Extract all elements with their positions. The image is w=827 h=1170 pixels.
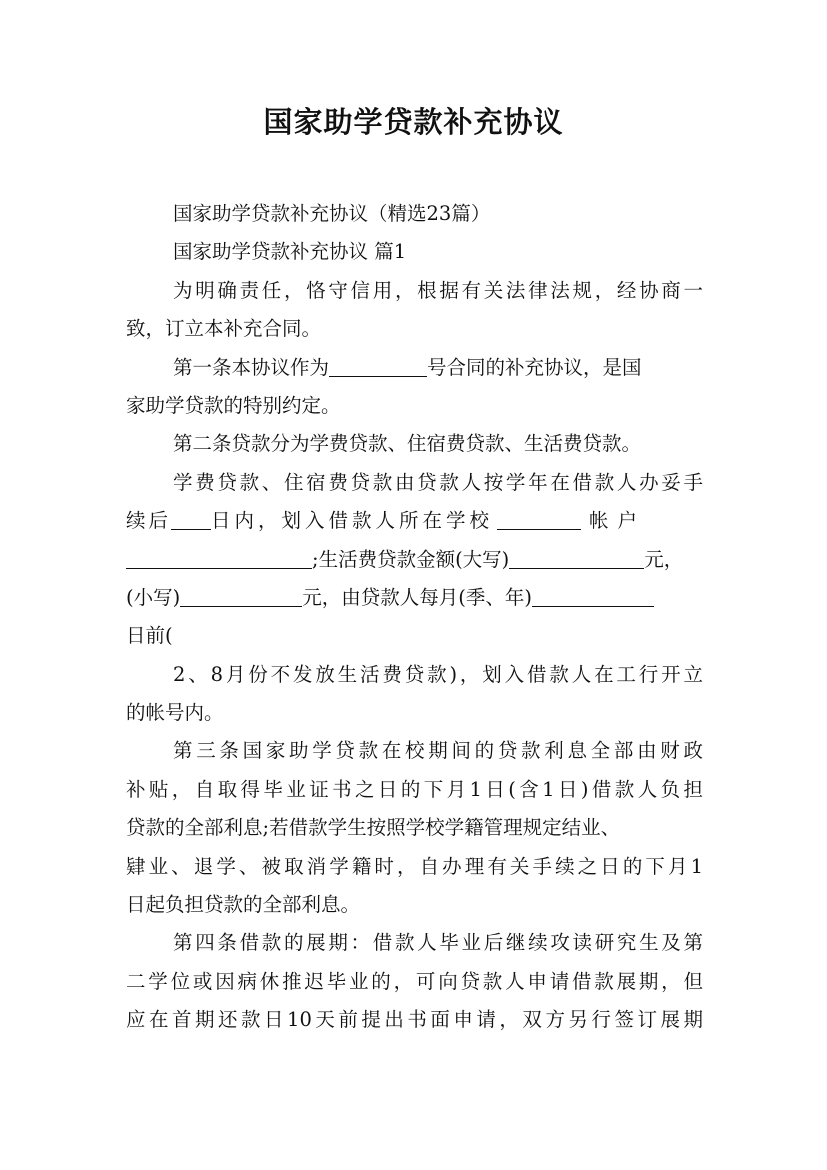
clause-text: 号合同的补充协议，是国	[427, 355, 642, 379]
paragraph-line: 二学位或因病休推迟毕业的，可向贷款人申请借款展期，但	[126, 969, 703, 993]
paragraph-line	[126, 502, 703, 540]
paragraph-line: 2、8月份不发放生活费贷款)，划入借款人在工行开立	[173, 662, 703, 686]
paragraph-line: 应在首期还款日10天前提出书面申请，双方另行签订展期	[126, 1008, 703, 1032]
blank-school	[497, 509, 581, 530]
paragraph-line: 补贴，自取得毕业证书之日的下月1日(含1日)借款人负担	[126, 777, 703, 801]
paragraph-line: 日前(	[126, 624, 173, 648]
paragraph-line	[126, 541, 703, 579]
paragraph-line: 日起负担贷款的全部利息。	[126, 893, 361, 917]
document-body	[126, 195, 703, 1040]
blank-period	[532, 586, 654, 607]
clause-text: 元，	[644, 547, 684, 571]
section-heading: 国家助学贷款补充协议 篇1	[173, 240, 407, 264]
clause-text: 续后	[126, 509, 172, 533]
paragraph-line: 贷款的全部利息;若借款学生按照学校学籍管理规定结业、	[126, 816, 621, 840]
document-title: 国家助学贷款补充协议	[263, 105, 564, 139]
clause-text: 帐户	[589, 509, 647, 533]
paragraph-line: 的帐号内。	[126, 701, 224, 725]
blank-account	[126, 548, 312, 569]
clause-text: ;生活费贷款金额(大写)	[312, 547, 510, 571]
paragraph-line: 肄业、退学、被取消学籍时，自办理有关手续之日的下月1	[126, 854, 703, 878]
blank-contract-number	[329, 356, 427, 377]
subtitle-line: 国家助学贷款补充协议（精选23篇）	[173, 202, 491, 225]
clause-text: 元，由贷款人每月(季、年)	[302, 585, 532, 609]
clause-4-line: 第四条借款的展期：借款人毕业后继续攻读研究生及第	[173, 931, 703, 955]
clause-text: 日内，划入借款人所在学校	[211, 509, 494, 533]
blank-amount-upper	[509, 548, 644, 569]
paragraph-line: 致，订立本补充合同。	[126, 317, 322, 341]
clause-text: 第一条本协议作为	[173, 355, 330, 379]
clause-text: (小写)	[126, 585, 181, 609]
paragraph-line: 家助学贷款的特别约定。	[126, 393, 341, 417]
blank-amount-lower	[180, 586, 302, 607]
paragraph-line	[126, 579, 703, 617]
blank-days	[171, 509, 211, 530]
paragraph-line: 为明确责任，恪守信用，根据有关法律法规，经协商一	[173, 278, 703, 302]
clause-2-line: 第二条贷款分为学费贷款、住宿费贷款、生活费贷款。	[173, 432, 642, 456]
paragraph-line: 学费贷款、住宿费贷款由贷款人按学年在借款人办妥手	[173, 470, 703, 494]
clause-3-line: 第三条国家助学贷款在校期间的贷款利息全部由财政	[173, 739, 703, 763]
clause-1-line	[126, 349, 703, 387]
